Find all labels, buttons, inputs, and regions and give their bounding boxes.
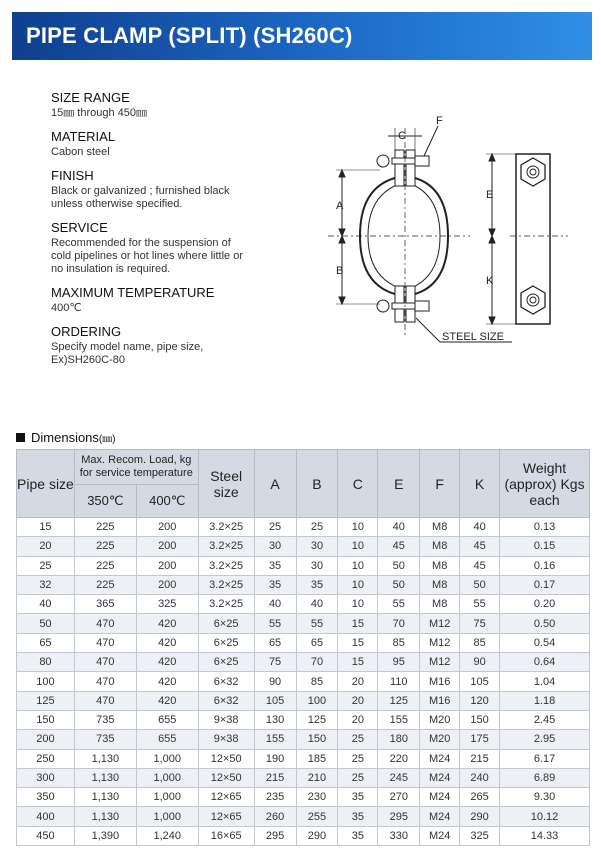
cell-e: 55 [378,595,420,614]
spec-ordering [51,324,321,367]
cell-k: 105 [460,672,500,691]
cell-load-350: 225 [74,537,136,556]
table-row [17,691,590,710]
cell-e: 95 [378,653,420,672]
cell-c: 35 [338,826,378,845]
cell-k: 120 [460,691,500,710]
cell-k: 325 [460,826,500,845]
dimensions-heading [16,430,116,445]
cell-pipe-size: 150 [17,710,75,729]
cell-load-400: 200 [136,537,198,556]
spec-heading: MATERIAL [51,129,116,144]
cell-pipe-size: 400 [17,807,75,826]
cell-a: 75 [254,653,296,672]
label-f: F [436,115,443,127]
cell-e: 295 [378,807,420,826]
spec-body: 15㎜ through 450㎜ [51,107,148,119]
cell-b: 185 [296,749,338,768]
spec-heading: SERVICE [51,220,108,235]
table-row [17,788,590,807]
cell-f: M20 [420,730,460,749]
spec-body: Recommended for the suspension of cold pipelines or hot lines where little or no insulation is required. [51,237,243,275]
cell-pipe-size: 40 [17,595,75,614]
cell-a: 155 [254,730,296,749]
cell-b: 30 [296,556,338,575]
cell-a: 260 [254,807,296,826]
table-row [17,614,590,633]
cell-a: 40 [254,595,296,614]
cell-e: 245 [378,768,420,787]
cell-steel-size: 12×50 [198,749,254,768]
cell-f: M8 [420,595,460,614]
dimensions-table [16,449,590,846]
cell-c: 10 [338,518,378,537]
cell-load-350: 1,130 [74,749,136,768]
spec-finish [51,168,321,211]
cell-c: 15 [338,614,378,633]
spec-heading: MAXIMUM TEMPERATURE [51,285,215,300]
table-row [17,595,590,614]
label-e: E [486,189,494,201]
cell-weight: 0.64 [500,653,590,672]
label-k: K [486,275,494,287]
cell-k: 45 [460,537,500,556]
cell-steel-size: 3.2×25 [198,575,254,594]
cell-steel-size: 6×25 [198,653,254,672]
cell-c: 15 [338,653,378,672]
cell-weight: 1.18 [500,691,590,710]
cell-a: 90 [254,672,296,691]
cell-f: M16 [420,672,460,691]
header-steel-size: Steel size [198,450,254,518]
cell-c: 10 [338,595,378,614]
cell-b: 30 [296,537,338,556]
cell-f: M20 [420,710,460,729]
cell-pipe-size: 250 [17,749,75,768]
cell-e: 70 [378,614,420,633]
cell-c: 25 [338,749,378,768]
cell-e: 50 [378,575,420,594]
cell-c: 20 [338,710,378,729]
table-row [17,749,590,768]
cell-steel-size: 9×38 [198,710,254,729]
cell-load-400: 200 [136,575,198,594]
cell-steel-size: 3.2×25 [198,518,254,537]
clamp-technical-drawing [320,108,580,358]
header-load-group-text: Max. Recom. Load, kg for service temperature [79,454,193,479]
cell-load-400: 200 [136,518,198,537]
cell-load-400: 420 [136,691,198,710]
cell-e: 50 [378,556,420,575]
spec-body: Black or galvanized ; furnished black unless otherwise specified. [51,185,230,210]
header-e: E [378,450,420,518]
cell-a: 65 [254,633,296,652]
cell-pipe-size: 15 [17,518,75,537]
cell-load-350: 1,130 [74,788,136,807]
cell-load-400: 1,000 [136,788,198,807]
cell-a: 295 [254,826,296,845]
cell-a: 55 [254,614,296,633]
cell-e: 85 [378,633,420,652]
cell-b: 40 [296,595,338,614]
cell-pipe-size: 80 [17,653,75,672]
cell-c: 15 [338,633,378,652]
cell-e: 45 [378,537,420,556]
spec-heading: FINISH [51,168,94,183]
cell-steel-size: 6×32 [198,672,254,691]
cell-k: 50 [460,575,500,594]
cell-a: 235 [254,788,296,807]
cell-weight: 0.50 [500,614,590,633]
cell-weight: 1.04 [500,672,590,691]
label-steel-size: STEEL SIZE [442,331,504,343]
cell-pipe-size: 300 [17,768,75,787]
cell-weight: 6.89 [500,768,590,787]
cell-b: 65 [296,633,338,652]
cell-b: 70 [296,653,338,672]
cell-load-350: 1,130 [74,807,136,826]
cell-c: 10 [338,537,378,556]
cell-pipe-size: 50 [17,614,75,633]
label-c: C [398,130,406,142]
cell-f: M24 [420,807,460,826]
cell-f: M8 [420,537,460,556]
cell-f: M24 [420,749,460,768]
cell-load-350: 470 [74,691,136,710]
spec-body: 400℃ [51,302,82,314]
header-c: C [338,450,378,518]
cell-k: 55 [460,595,500,614]
cell-load-350: 470 [74,672,136,691]
cell-load-400: 420 [136,672,198,691]
cell-pipe-size: 20 [17,537,75,556]
cell-load-350: 470 [74,633,136,652]
cell-b: 25 [296,518,338,537]
cell-c: 20 [338,672,378,691]
cell-steel-size: 3.2×25 [198,595,254,614]
cell-e: 270 [378,788,420,807]
cell-weight: 0.13 [500,518,590,537]
cell-pipe-size: 200 [17,730,75,749]
cell-weight: 0.54 [500,633,590,652]
cell-pipe-size: 125 [17,691,75,710]
cell-e: 180 [378,730,420,749]
title-banner [12,12,592,60]
header-f: F [420,450,460,518]
cell-load-350: 225 [74,575,136,594]
cell-pipe-size: 450 [17,826,75,845]
cell-k: 265 [460,788,500,807]
table-row [17,537,590,556]
cell-weight: 10.12 [500,807,590,826]
cell-e: 330 [378,826,420,845]
cell-b: 55 [296,614,338,633]
cell-load-350: 735 [74,710,136,729]
cell-load-400: 655 [136,730,198,749]
cell-b: 35 [296,575,338,594]
cell-steel-size: 12×65 [198,788,254,807]
table-row [17,826,590,845]
header-a: A [254,450,296,518]
header-temp-400: 400℃ [136,485,198,518]
spec-service [51,220,321,276]
cell-k: 85 [460,633,500,652]
cell-f: M24 [420,768,460,787]
cell-load-350: 1,130 [74,768,136,787]
cell-load-400: 420 [136,633,198,652]
cell-e: 125 [378,691,420,710]
cell-steel-size: 16×65 [198,826,254,845]
cell-load-400: 325 [136,595,198,614]
cell-a: 215 [254,768,296,787]
cell-pipe-size: 350 [17,788,75,807]
cell-weight: 2.95 [500,730,590,749]
header-b: B [296,450,338,518]
spec-list [51,90,321,376]
cell-steel-size: 12×65 [198,807,254,826]
header-k: K [460,450,500,518]
cell-b: 85 [296,672,338,691]
cell-c: 35 [338,788,378,807]
cell-a: 25 [254,518,296,537]
table-row [17,672,590,691]
cell-load-350: 225 [74,518,136,537]
cell-k: 75 [460,614,500,633]
cell-load-350: 735 [74,730,136,749]
cell-steel-size: 3.2×25 [198,537,254,556]
spec-body: Specify model name, pipe size, Ex)SH260C-80 [51,341,204,366]
table-row [17,653,590,672]
page-title: PIPE CLAMP (SPLIT) (SH260C) [26,23,353,48]
cell-weight: 0.16 [500,556,590,575]
cell-a: 130 [254,710,296,729]
table-row [17,768,590,787]
dimensions-title: Dimensions [31,430,99,445]
cell-k: 215 [460,749,500,768]
cell-e: 220 [378,749,420,768]
cell-pipe-size: 32 [17,575,75,594]
cell-b: 150 [296,730,338,749]
cell-load-400: 1,000 [136,807,198,826]
cell-f: M8 [420,556,460,575]
cell-k: 290 [460,807,500,826]
cell-load-400: 1,000 [136,768,198,787]
cell-e: 155 [378,710,420,729]
cell-f: M12 [420,653,460,672]
cell-steel-size: 3.2×25 [198,556,254,575]
cell-load-400: 655 [136,710,198,729]
cell-c: 10 [338,575,378,594]
cell-steel-size: 6×25 [198,633,254,652]
dimensions-table-body [17,518,590,846]
cell-f: M16 [420,691,460,710]
cell-load-400: 420 [136,614,198,633]
cell-load-350: 470 [74,653,136,672]
cell-weight: 6.17 [500,749,590,768]
cell-f: M12 [420,614,460,633]
cell-load-350: 225 [74,556,136,575]
table-row [17,730,590,749]
dimensions-unit: (㎜) [98,434,116,445]
cell-k: 45 [460,556,500,575]
cell-a: 30 [254,537,296,556]
spec-max-temperature [51,285,321,315]
header-load-group [74,450,198,485]
header-pipe-size: Pipe size [17,450,75,518]
bullet-square-icon [16,433,25,442]
table-row [17,710,590,729]
cell-c: 25 [338,768,378,787]
cell-f: M8 [420,518,460,537]
cell-b: 100 [296,691,338,710]
cell-f: M24 [420,826,460,845]
cell-load-400: 1,240 [136,826,198,845]
label-b: B [336,265,344,277]
table-row [17,518,590,537]
spec-material [51,129,321,159]
cell-c: 35 [338,807,378,826]
cell-steel-size: 6×32 [198,691,254,710]
cell-c: 20 [338,691,378,710]
cell-weight: 0.20 [500,595,590,614]
cell-steel-size: 12×50 [198,768,254,787]
spec-heading: SIZE RANGE [51,90,130,105]
spec-heading: ORDERING [51,324,122,339]
spec-size-range [51,90,321,120]
cell-b: 210 [296,768,338,787]
cell-pipe-size: 65 [17,633,75,652]
cell-weight: 2.45 [500,710,590,729]
cell-k: 175 [460,730,500,749]
cell-b: 290 [296,826,338,845]
cell-c: 25 [338,730,378,749]
cell-c: 10 [338,556,378,575]
cell-load-350: 470 [74,614,136,633]
cell-weight: 9.30 [500,788,590,807]
cell-f: M24 [420,788,460,807]
label-a: A [336,200,344,212]
cell-f: M8 [420,575,460,594]
cell-pipe-size: 25 [17,556,75,575]
cell-k: 40 [460,518,500,537]
spec-body: Cabon steel [51,146,110,158]
cell-weight: 14.33 [500,826,590,845]
cell-load-400: 200 [136,556,198,575]
cell-k: 90 [460,653,500,672]
cell-b: 125 [296,710,338,729]
cell-load-400: 420 [136,653,198,672]
cell-a: 35 [254,575,296,594]
header-temp-350: 350℃ [74,485,136,518]
cell-load-350: 365 [74,595,136,614]
cell-weight: 0.15 [500,537,590,556]
table-row [17,575,590,594]
header-weight: Weight (approx) Kgs each [500,450,590,518]
cell-k: 240 [460,768,500,787]
table-row [17,807,590,826]
cell-e: 110 [378,672,420,691]
cell-a: 190 [254,749,296,768]
cell-pipe-size: 100 [17,672,75,691]
table-row [17,556,590,575]
cell-f: M12 [420,633,460,652]
cell-b: 255 [296,807,338,826]
cell-weight: 0.17 [500,575,590,594]
cell-steel-size: 6×25 [198,614,254,633]
table-row [17,633,590,652]
cell-load-350: 1,390 [74,826,136,845]
cell-a: 105 [254,691,296,710]
cell-b: 230 [296,788,338,807]
cell-a: 35 [254,556,296,575]
cell-k: 150 [460,710,500,729]
cell-e: 40 [378,518,420,537]
cell-steel-size: 9×38 [198,730,254,749]
cell-load-400: 1,000 [136,749,198,768]
